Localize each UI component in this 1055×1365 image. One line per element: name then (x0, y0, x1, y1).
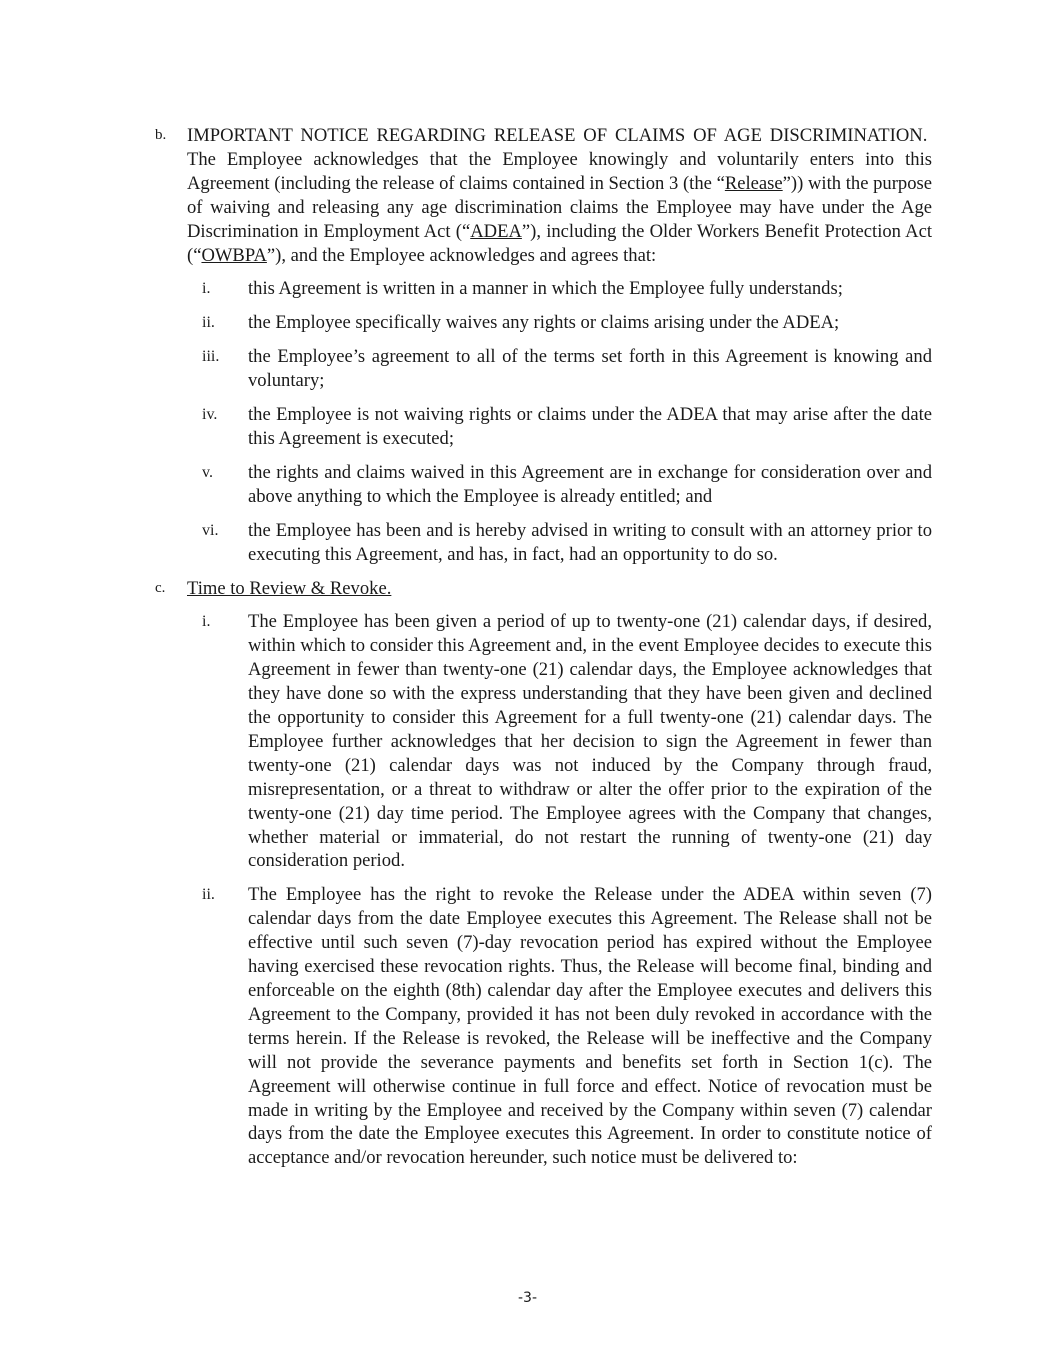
section-b-heading: IMPORTANT NOTICE REGARDING RELEASE OF CLAIMS OF AGE DISCRIMINATION. (187, 125, 928, 146)
list-marker: vi. (202, 521, 219, 539)
section-c-marker: c. (155, 579, 166, 596)
section-c-item-i (155, 610, 932, 873)
list-item-text: the Employee has been and is hereby advised in writing to consult with an attorney prior to executing this Agreement, and has, in fact, had an opportunity to do so. (248, 519, 932, 565)
section-b-item-ii (155, 311, 932, 335)
list-item-text: this Agreement is written in a manner in which the Employee fully understands; (248, 278, 843, 300)
list-marker: v. (202, 463, 213, 481)
list-marker: ii. (202, 314, 215, 332)
list-marker: i. (202, 280, 211, 298)
page-number: -3- (517, 1290, 537, 1306)
section-b-intro-2: ”)) with the purpose of waiving and releasing any age discrimination claims the Employee may have under the Age Discrimination in Employment Act (“ (187, 172, 932, 242)
list-item-text: the Employee specifically waives any rights or claims arising under the ADEA; (248, 312, 840, 334)
section-b-item-i (155, 277, 932, 301)
section-b-item-iii (155, 345, 932, 393)
list-marker: i. (202, 613, 211, 631)
section-b (155, 124, 932, 267)
list-marker: iii. (202, 348, 220, 366)
list-marker: ii. (202, 886, 215, 904)
section-b-item-vi (155, 519, 932, 567)
section-b-marker: b. (155, 127, 167, 143)
list-marker: iv. (202, 406, 218, 424)
list-item-text: the Employee’s agreement to all of the terms set forth in this Agreement is knowing and voluntary; (248, 346, 932, 392)
adea-term: ADEA (470, 220, 522, 242)
section-c-item-ii (155, 883, 932, 1170)
section-b-intro-3: ”), including the Older Workers Benefit Protection Act (“ (187, 220, 933, 266)
list-item-text: The Employee has the right to revoke the Release under the ADEA within seven (7) calendar days from the date Employee executes this Agreement. The Release shall not be effective until such seven (7)-day revocation period has expired without the Employee having exercised these revocation rights. Thus, the Release will become final, binding and enforceable on the eighth (8th) calendar day after the Employee executes and delivers this Agreement to the Company, provided it has not been duly revoked in accordance with the terms herein. If the Release is revoked, the Release will be ineffective and the Company will not provide the severance payments and benefits set forth in Section 1(c). The Agreement will otherwise continue in full force and effect. Notice of revocation must be made in writing by the Employee and received by the Company within seven (7) calendar days from the date the Employee executes this Agreement. In order to constitute notice of acceptance and/or revocation hereunder, such notice must be delivered to: (248, 884, 932, 1169)
list-item-text: the Employee is not waiving rights or claims under the ADEA that may arise after the date this Agreement is executed; (248, 404, 932, 449)
section-b-intro-1: The Employee acknowledges that the Employee knowingly and voluntarily enters into this Agreement (including the release of claims contained in Section 3 (the “ (187, 148, 932, 194)
section-b-item-iv (155, 403, 932, 451)
document-body (155, 124, 932, 1170)
list-item-text: The Employee has been given a period of up to twenty-one (21) calendar days, if desired, within which to consider this Agreement and, in the event Employee decides to execute this Agreement in fewer than twenty-one (21) calendar days, the Employee acknowledges that they have done so with the express understanding that they have been given and declined the opportunity to consider this Agreement for a full twenty-one (21) calendar days. The Employee further acknowledges that her decision to sign the Agreement in fewer than twenty-one (21) calendar days was not induced by the Company through fraud, misrepresentation, or a threat to withdraw or alter the offer prior to the expiration of the twenty-one (21) day time period. The Employee agrees with the Company that changes, whether material or immaterial, do not restart the running of twenty-one (21) day consideration period. (248, 611, 932, 872)
section-b-intro-4: ”), and the Employee acknowledges and agrees that: (266, 244, 657, 266)
section-c-heading (187, 577, 932, 601)
section-c (155, 577, 932, 601)
owbpa-term: OWBPA (201, 244, 267, 266)
section-b-item-v (155, 461, 932, 509)
list-item-text: the rights and claims waived in this Agreement are in exchange for consideration over and above anything to which the Employee is already entitled; and (248, 461, 932, 507)
release-term: Release (724, 172, 783, 194)
section-b-paragraph (187, 124, 932, 267)
section-c-heading-text: Time to Review & Revoke. (187, 577, 392, 599)
